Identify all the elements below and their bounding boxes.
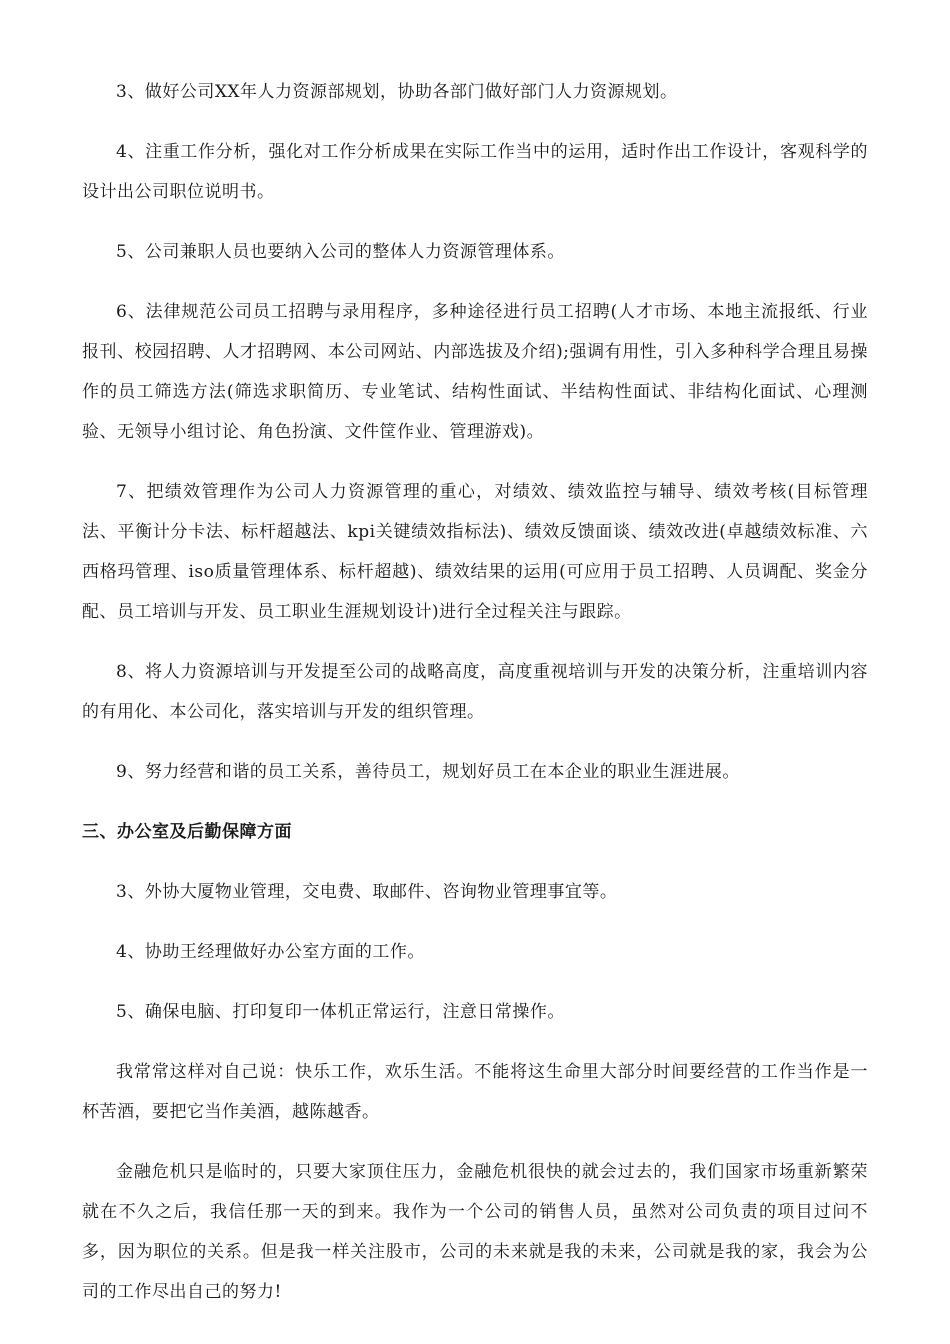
hr-item-8: 8、将人力资源培训与开发提至公司的战略高度，高度重视培训与开发的决策分析，注重培训内容的有用化、本公司化，落实培训与开发的组织管理。 <box>82 662 868 722</box>
office-item-4: 4、协助王经理做好办公室方面的工作。 <box>116 942 425 962</box>
document-body <box>82 72 868 1332</box>
hr-item-9: 9、努力经营和谐的员工关系，善待员工，规划好员工在本企业的职业生涯进展。 <box>116 762 740 782</box>
closing-paragraph-1: 我常常这样对自己说：快乐工作，欢乐生活。不能将这生命里大部分时间要经营的工作当作是一杯苦酒，要把它当作美酒，越陈越香。 <box>82 1062 868 1122</box>
hr-item-6: 6、法律规范公司员工招聘与录用程序，多种途径进行员工招聘(人才市场、本地主流报纸、行业报刊、校园招聘、人才招聘网、本公司网站、内部选拔及介绍);强调有用性，引入多种科学合理且易操作的员工筛选方法(筛选求职简历、专业笔试、结构性面试、半结构性面试、非结构化面试、心理测验、无领导小组讨论、角色扮演、文件筐作业、管理游戏)。 <box>82 302 868 442</box>
hr-item-5: 5、公司兼职人员也要纳入公司的整体人力资源管理体系。 <box>116 242 565 262</box>
hr-item-7: 7、把绩效管理作为公司人力资源管理的重心，对绩效、绩效监控与辅导、绩效考核(目标管理法、平衡计分卡法、标杆超越法、kpi关键绩效指标法)、绩效反馈面谈、绩效改进(卓越绩效标准、六西格玛管理、iso质量管理体系、标杆超越)、绩效结果的运用(可应用于员工招聘、人员调配、奖金分配、员工培训与开发、员工职业生涯规划设计)进行全过程关注与跟踪。 <box>82 482 868 622</box>
hr-item-3: 3、做好公司XX年人力资源部规划，协助各部门做好部门人力资源规划。 <box>116 82 678 102</box>
office-item-5: 5、确保电脑、打印复印一体机正常运行，注意日常操作。 <box>116 1002 565 1022</box>
closing-paragraph-2: 金融危机只是临时的，只要大家顶住压力，金融危机很快的就会过去的，我们国家市场重新繁荣就在不久之后，我信任那一天的到来。我作为一个公司的销售人员，虽然对公司负责的项目过问不多，因为职位的关系。但是我一样关注股市，公司的未来就是我的未来，公司就是我的家，我会为公司的工作尽出自己的努力! <box>82 1162 868 1302</box>
hr-item-4: 4、注重工作分析，强化对工作分析成果在实际工作当中的运用，适时作出工作设计，客观科学的设计出公司职位说明书。 <box>82 142 868 202</box>
section-heading-office: 三、办公室及后勤保障方面 <box>82 822 292 842</box>
office-item-3: 3、外协大厦物业管理，交电费、取邮件、咨询物业管理事宜等。 <box>116 882 618 902</box>
